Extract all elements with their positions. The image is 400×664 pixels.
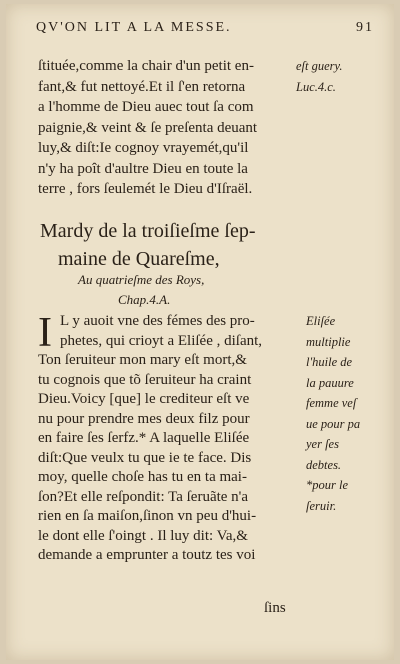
text-line: le dont elle ſ'oingt . Il luy dit: Va,& [38, 527, 248, 544]
text-line: en faire ſes ſerfz.* A laquelle Eliſée [38, 430, 250, 446]
text-line: Ton ſeruiteur mon mary eſt mort,& [38, 352, 247, 368]
text-line: phetes, qui crioyt a Eliſée , diſant, [60, 332, 263, 349]
text-line: L y auoit vne des fémes des pro- [60, 313, 255, 329]
margin-note: multiplie [306, 334, 351, 349]
chapter-paragraph [38, 312, 308, 566]
margin-note: Eliſée [306, 314, 336, 328]
margin-note: debtes. [306, 457, 342, 472]
margin-note: l'huile de [306, 355, 353, 369]
section-title-line2: maine de Quareſme, [58, 248, 220, 270]
text-line: demande a emprunter a toutz tes voi [38, 547, 256, 563]
text-line: ſtituée,comme la chair d'un petit en- [38, 58, 254, 74]
text-line: tu cognois que tõ ſeruiteur ha craint [38, 371, 252, 388]
margin-note: la pauure [306, 375, 354, 390]
text-line: a l'homme de Dieu auec tout ſa com [38, 99, 254, 115]
book-page [6, 4, 394, 660]
text-line: fant,& fut nettoyé.Et il ſ'en retorna [38, 78, 246, 95]
section-title-line1: Mardy de la troiſieſme ſep- [40, 220, 256, 242]
text-line: paignie,& veint & ſe preſenta deuant [38, 119, 258, 136]
margin-note: ue pour pa [306, 416, 361, 431]
top-margin-notes [296, 56, 388, 97]
scripture-reference [78, 270, 338, 310]
catchword: ſins [264, 600, 286, 616]
text-line: n'y ha poît d'aultre Dieu en toute la [38, 160, 248, 177]
margin-note: ſeruir. [306, 498, 337, 513]
text-line: terre , fors ſeulemét le Dieu d'Iſraël. [38, 181, 253, 197]
margin-note: femme veſ [306, 396, 357, 410]
margin-note: eſt guery. [296, 59, 343, 73]
text-line: moy, quelle choſe has tu en ta mai- [38, 469, 247, 485]
drop-capital: I [38, 310, 52, 356]
running-head: QV'ON LIT A LA MESSE. [36, 20, 232, 35]
page-number: 91 [356, 20, 374, 35]
text-line: Dieu.Voicy [que] le crediteur eſt ve [38, 391, 250, 407]
section-title [40, 217, 360, 273]
chapter-margin-notes [306, 312, 396, 517]
text-line: rien en ſa maiſon,ſinon vn peu d'hui- [38, 508, 257, 524]
margin-note: yer ſes [306, 437, 339, 451]
top-paragraph [38, 56, 298, 200]
running-header [36, 20, 374, 36]
text-line: diſt:Que veulx tu que ie te face. Dis [38, 449, 252, 466]
text-line: ſon?Et elle reſpondit: Ta ſeruãte n'a [38, 488, 249, 505]
subtitle-line2: Chap.4.A. [118, 292, 171, 307]
margin-note: *pour le [306, 478, 349, 492]
subtitle-line1: Au quatrieſme des Roys, [78, 272, 205, 287]
text-line: nu pour prendre mes deux filz pour [38, 410, 250, 427]
text-line: luy,& diſt:Ie cognoy vrayemét,qu'il [38, 140, 249, 156]
margin-note: Luc.4.c. [296, 79, 336, 94]
